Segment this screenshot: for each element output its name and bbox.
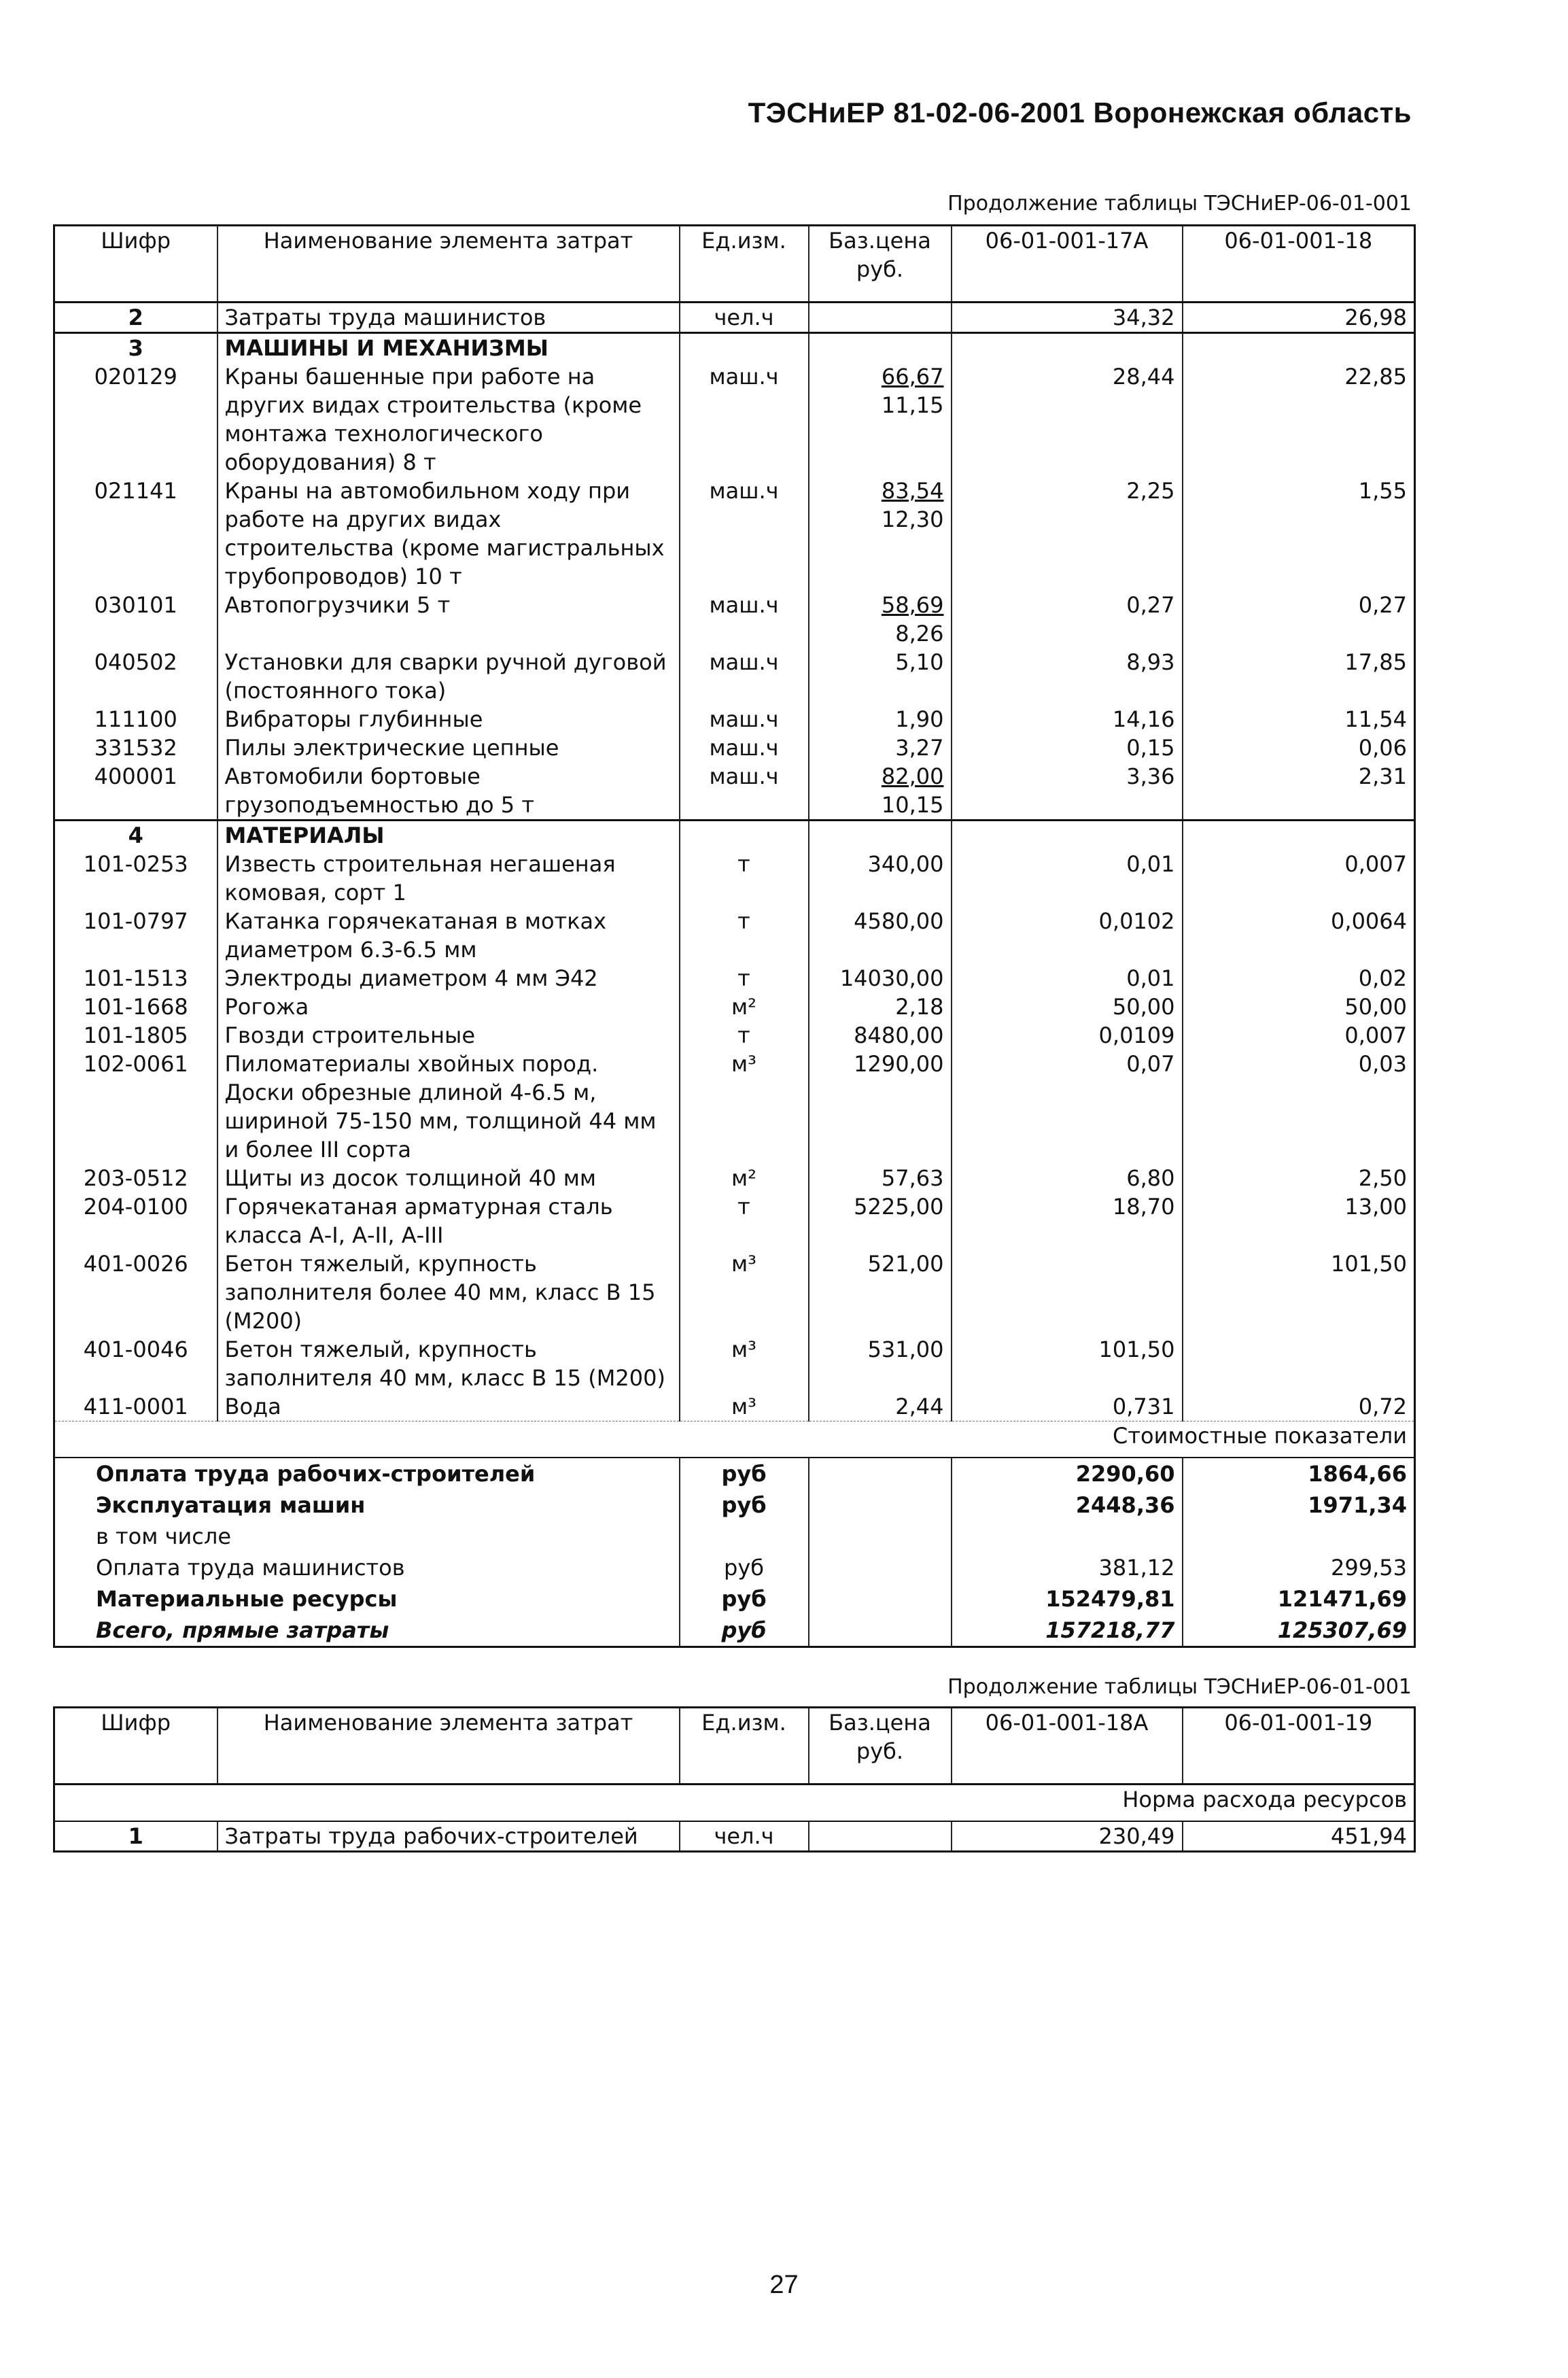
price-wage-part: 11,15 (881, 392, 944, 418)
price-base: 66,67 (881, 364, 944, 390)
row-unit: м³ (680, 1335, 809, 1392)
summary-value-a: 381,12 (952, 1552, 1183, 1583)
row-value-a: 0,15 (952, 734, 1183, 762)
row-value-a: 34,32 (952, 303, 1183, 333)
summary-value-a (952, 1521, 1183, 1552)
header-col-b: 06-01-001-19 (1183, 1708, 1415, 1785)
price-base: 1,90 (895, 706, 944, 732)
row-code: 020129 (94, 364, 177, 390)
row-code: 101-1513 (83, 965, 188, 991)
row-value-a: 0,01 (952, 850, 1183, 907)
row-price (809, 362, 952, 477)
row-value-b: 0,0064 (1183, 907, 1415, 964)
row-unit: маш.ч (680, 762, 809, 821)
summary-price (809, 1615, 952, 1647)
row-value-a (952, 1250, 1183, 1335)
row-code: 2 (128, 305, 143, 330)
row-unit: т (680, 1192, 809, 1250)
row-value-a: 101,50 (952, 1335, 1183, 1392)
row-value-a: 3,36 (952, 762, 1183, 821)
machine-row (54, 362, 1415, 477)
row-unit: чел.ч (680, 1821, 809, 1852)
summary-name: Материальные ресурсы (96, 1586, 398, 1612)
resource-table-2 (53, 1706, 1416, 1853)
summary-row (54, 1583, 1415, 1615)
material-row (54, 1021, 1415, 1050)
row-price: 14030,00 (809, 964, 952, 993)
table2-header-row (54, 1708, 1415, 1785)
row-name: Краны на автомобильном ходу при работе на других видах строительства (кроме магистральных трубопроводов) 10 т (217, 477, 680, 591)
row-value-b: 101,50 (1183, 1250, 1415, 1335)
summary-name: Оплата труда машинистов (96, 1555, 405, 1581)
cost-indicators-label: Стоимостные показатели (54, 1421, 1415, 1458)
summary-row (54, 1521, 1415, 1552)
price-base: 82,00 (881, 763, 944, 789)
row-price: 4580,00 (809, 907, 952, 964)
row-value-b: 17,85 (1183, 648, 1415, 705)
row-price (809, 648, 952, 705)
row-value-a: 50,00 (952, 993, 1183, 1021)
summary-price (809, 1458, 952, 1489)
row-name: Известь строительная негашеная комовая, сорт 1 (217, 850, 680, 907)
header-col-b: 06-01-001-18 (1183, 226, 1415, 303)
price-wage-part: 10,15 (881, 792, 944, 818)
row-price (809, 303, 952, 333)
row-code: 111100 (94, 706, 177, 732)
section-title: МАТЕРИАЛЫ (217, 821, 680, 850)
summary-value-a: 2290,60 (952, 1458, 1183, 1489)
summary-price (809, 1489, 952, 1521)
row-price: 57,63 (809, 1164, 952, 1192)
material-row (54, 850, 1415, 907)
row-value-b: 0,06 (1183, 734, 1415, 762)
row-price (809, 705, 952, 734)
document-header-title: ТЭСНиЕР 81-02-06-2001 Воронежская область (748, 97, 1412, 128)
section-row-materials (54, 821, 1415, 850)
price-base: 58,69 (881, 592, 944, 618)
summary-name: в том числе (96, 1523, 231, 1549)
row-code: 411-0001 (83, 1394, 188, 1419)
summary-value-b: 1971,34 (1183, 1489, 1415, 1521)
material-row (54, 993, 1415, 1021)
row-value-b: 0,03 (1183, 1050, 1415, 1164)
machine-row (54, 477, 1415, 591)
row-value-a: 0,01 (952, 964, 1183, 993)
header-unit: Ед.изм. (680, 1708, 809, 1785)
row-name: Вибраторы глубинные (217, 705, 680, 734)
row-code: 101-0797 (83, 908, 188, 934)
summary-value-a: 152479,81 (952, 1583, 1183, 1615)
row-value-a: 2,25 (952, 477, 1183, 591)
row-value-a: 8,93 (952, 648, 1183, 705)
row-unit: т (680, 907, 809, 964)
summary-price (809, 1521, 952, 1552)
row-unit: м² (680, 993, 809, 1021)
machine-row (54, 734, 1415, 762)
resource-table-1 (53, 224, 1416, 1648)
summary-list (54, 1458, 1415, 1647)
material-row (54, 964, 1415, 993)
row-price: 340,00 (809, 850, 952, 907)
row-code: 030101 (94, 592, 177, 618)
section-title: МАШИНЫ И МЕХАНИЗМЫ (217, 333, 680, 363)
row-value-a: 0,07 (952, 1050, 1183, 1164)
row-name: Установки для сварки ручной дуговой (постоянного тока) (217, 648, 680, 705)
row-value-b: 0,27 (1183, 591, 1415, 648)
summary-value-b: 121471,69 (1183, 1583, 1415, 1615)
table2-caption: Продолжение таблицы ТЭСНиЕР-06-01-001 (947, 1675, 1412, 1699)
row-value-a: 0,731 (952, 1392, 1183, 1421)
summary-value-a: 157218,77 (952, 1615, 1183, 1647)
row-name: Автопогрузчики 5 т (217, 591, 680, 648)
row-value-a: 6,80 (952, 1164, 1183, 1192)
row-value-b: 0,007 (1183, 1021, 1415, 1050)
section-code: 4 (54, 821, 217, 850)
header-unit: Ед.изм. (680, 226, 809, 303)
header-code: Шифр (54, 226, 217, 303)
norm-label: Норма расхода ресурсов (54, 1785, 1415, 1822)
summary-price (809, 1583, 952, 1615)
header-price: Баз.цена руб. (809, 1708, 952, 1785)
row-price (809, 591, 952, 648)
row-code: 401-0046 (83, 1337, 188, 1362)
table1-header-row (54, 226, 1415, 303)
row-code: 401-0026 (83, 1251, 188, 1277)
section-row-machines (54, 333, 1415, 363)
machine-row (54, 705, 1415, 734)
table1-caption: Продолжение таблицы ТЭСНиЕР-06-01-001 (947, 192, 1412, 216)
row-value-a: 0,0109 (952, 1021, 1183, 1050)
row-unit: м³ (680, 1392, 809, 1421)
row-value-b: 22,85 (1183, 362, 1415, 477)
summary-row (54, 1552, 1415, 1583)
materials-list (54, 850, 1415, 1421)
material-row (54, 907, 1415, 964)
material-row (54, 1392, 1415, 1421)
row-unit: м² (680, 1164, 809, 1192)
row-value-a: 0,27 (952, 591, 1183, 648)
material-row (54, 1335, 1415, 1392)
header-code: Шифр (54, 1708, 217, 1785)
row-value-b: 0,02 (1183, 964, 1415, 993)
row-value-a: 14,16 (952, 705, 1183, 734)
machines-list (54, 362, 1415, 821)
price-base: 83,54 (881, 478, 944, 504)
row-unit: чел.ч (680, 303, 809, 333)
row-unit: маш.ч (680, 362, 809, 477)
price-base: 5,10 (895, 649, 944, 675)
header-col-a: 06-01-001-18А (952, 1708, 1183, 1785)
summary-value-b (1183, 1521, 1415, 1552)
row-unit: т (680, 1021, 809, 1050)
price-wage-part: 12,30 (881, 506, 944, 532)
price-base: 3,27 (895, 735, 944, 761)
summary-row (54, 1615, 1415, 1647)
row-unit: м³ (680, 1250, 809, 1335)
summary-name: Эксплуатация машин (96, 1492, 366, 1518)
row-code: 101-1805 (83, 1022, 188, 1048)
machine-row (54, 591, 1415, 648)
machine-row (54, 648, 1415, 705)
row-unit: маш.ч (680, 648, 809, 705)
row-code: 204-0100 (83, 1194, 188, 1220)
row-value-a: 0,0102 (952, 907, 1183, 964)
summary-unit: руб (680, 1458, 809, 1489)
cost-indicators-row (54, 1421, 1415, 1458)
summary-row (54, 1458, 1415, 1489)
header-col-a: 06-01-001-17А (952, 226, 1183, 303)
row-price: 5225,00 (809, 1192, 952, 1250)
row-value-b: 50,00 (1183, 993, 1415, 1021)
header-price: Баз.цена руб. (809, 226, 952, 303)
row-value-b (1183, 1335, 1415, 1392)
page-number: 27 (769, 2271, 799, 2299)
row-code: 203-0512 (83, 1165, 188, 1191)
row-unit: маш.ч (680, 705, 809, 734)
price-wage-part: 8,26 (895, 621, 944, 647)
row-price: 531,00 (809, 1335, 952, 1392)
row-name: Затраты труда рабочих-строителей (217, 1821, 680, 1852)
summary-name: Всего, прямые затраты (96, 1617, 389, 1643)
section-code: 3 (54, 333, 217, 363)
row-value-b: 13,00 (1183, 1192, 1415, 1250)
row-name: Пиломатериалы хвойных пород. Доски обрезные длиной 4-6.5 м, шириной 75-150 мм, толщиной 44 мм и более III сорта (217, 1050, 680, 1164)
row-price: 1290,00 (809, 1050, 952, 1164)
header-name: Наименование элемента затрат (217, 1708, 680, 1785)
summary-value-b: 1864,66 (1183, 1458, 1415, 1489)
material-row (54, 1250, 1415, 1335)
row-price (809, 1821, 952, 1852)
row-value-b: 2,50 (1183, 1164, 1415, 1192)
row-unit: т (680, 964, 809, 993)
row-value-a: 230,49 (952, 1821, 1183, 1852)
summary-unit: руб (680, 1489, 809, 1521)
row-value-b: 0,007 (1183, 850, 1415, 907)
row-value-b: 1,55 (1183, 477, 1415, 591)
row-value-a: 28,44 (952, 362, 1183, 477)
row-code: 040502 (94, 649, 177, 675)
header-name: Наименование элемента затрат (217, 226, 680, 303)
machine-row (54, 762, 1415, 821)
row-price: 8480,00 (809, 1021, 952, 1050)
row-value-b: 2,31 (1183, 762, 1415, 821)
row-name: Рогожа (217, 993, 680, 1021)
summary-price (809, 1552, 952, 1583)
row-code: 1 (128, 1823, 143, 1849)
row-name: Вода (217, 1392, 680, 1421)
material-row (54, 1192, 1415, 1250)
row-value-b: 0,72 (1183, 1392, 1415, 1421)
row-value-b: 26,98 (1183, 303, 1415, 333)
row-price: 521,00 (809, 1250, 952, 1335)
row-unit: маш.ч (680, 591, 809, 648)
row-price: 2,18 (809, 993, 952, 1021)
row-name: Катанка горячекатаная в мотках диаметром 6.3-6.5 мм (217, 907, 680, 964)
row-price (809, 762, 952, 821)
summary-value-b: 299,53 (1183, 1552, 1415, 1583)
row-name: Затраты труда машинистов (217, 303, 680, 333)
row-value-b: 451,94 (1183, 1821, 1415, 1852)
row-code: 102-0061 (83, 1051, 188, 1077)
row-unit: м³ (680, 1050, 809, 1164)
summary-unit: руб (680, 1615, 809, 1647)
row-name: Электроды диаметром 4 мм Э42 (217, 964, 680, 993)
row-name: Бетон тяжелый, крупность заполнителя более 40 мм, класс В 15 (М200) (217, 1250, 680, 1335)
row-code: 021141 (94, 478, 177, 504)
row-value-b: 11,54 (1183, 705, 1415, 734)
row-name: Краны башенные при работе на других видах строительства (кроме монтажа технологического оборудования) 8 т (217, 362, 680, 477)
summary-unit: руб (680, 1552, 809, 1583)
row-price: 2,44 (809, 1392, 952, 1421)
row-unit: т (680, 850, 809, 907)
row-name: Щиты из досок толщиной 40 мм (217, 1164, 680, 1192)
summary-unit (680, 1521, 809, 1552)
row-value-a: 18,70 (952, 1192, 1183, 1250)
row-code: 400001 (94, 763, 177, 789)
material-row (54, 1050, 1415, 1164)
row-code: 331532 (94, 735, 177, 761)
row-name: Автомобили бортовые грузоподъемностью до 5 т (217, 762, 680, 821)
norm-label-row (54, 1785, 1415, 1822)
row-name: Пилы электрические цепные (217, 734, 680, 762)
summary-name: Оплата труда рабочих-строителей (54, 1458, 680, 1489)
row-code: 101-0253 (83, 851, 188, 877)
row-unit: маш.ч (680, 477, 809, 591)
row-labor-workers (54, 1821, 1415, 1852)
summary-value-b: 125307,69 (1183, 1615, 1415, 1647)
row-name: Бетон тяжелый, крупность заполнителя 40 мм, класс В 15 (М200) (217, 1335, 680, 1392)
summary-row (54, 1489, 1415, 1521)
summary-unit: руб (680, 1583, 809, 1615)
row-code: 101-1668 (83, 994, 188, 1020)
row-unit: маш.ч (680, 734, 809, 762)
summary-value-a: 2448,36 (952, 1489, 1183, 1521)
row-name: Гвозди строительные (217, 1021, 680, 1050)
row-labor-machinists (54, 303, 1415, 333)
material-row (54, 1164, 1415, 1192)
row-price (809, 734, 952, 762)
row-price (809, 477, 952, 591)
row-name: Горячекатаная арматурная сталь класса А-I, А-II, А-III (217, 1192, 680, 1250)
